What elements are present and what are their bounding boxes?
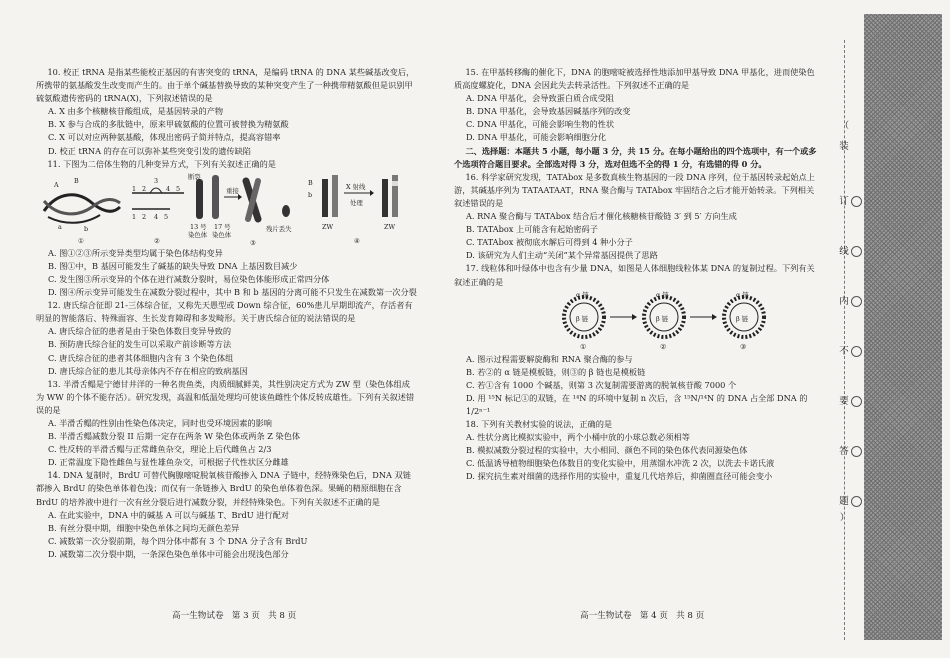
q12-option-d: D. 唐氏综合征的患儿其母亲体内不存在相应的致病基因 <box>48 365 248 376</box>
label-A: A <box>54 180 59 189</box>
q17-stem: 17. 线粒体和叶绿体中也含有少量 DNA，如图是人体细胞线粒体某 DNA 的复制过程。下列有关叙述正确的是 <box>454 263 815 287</box>
seg-2b: 2 <box>142 212 147 221</box>
binding-hole-5 <box>851 396 862 407</box>
q16-option-d: D. 该研究为人们主动“关闭”某个异常基因提供了思路 <box>466 250 658 261</box>
label-b: b <box>84 224 89 233</box>
beta-chain-label-1: β 链 <box>576 314 589 323</box>
gene-b-label: b <box>308 190 313 199</box>
q16-option-b: B. TATAbox 上可能含有起始密码子 <box>466 224 598 235</box>
q10-option-a: A. X 由多个核糖核苷酸组成，是基因转录的产物 <box>48 106 224 117</box>
alpha-chain-label-2: α 链 <box>656 290 669 299</box>
binding-hole-4 <box>851 346 862 357</box>
seg-1b: 1 <box>132 212 137 221</box>
q10-option-c: C. X 可以对应两种氨基酸，体现出密码子简并特点，提高容错率 <box>48 132 281 143</box>
q18-option-b: B. 模拟减数分裂过程的实验中，大小相同、颜色不同的染色体代表同源染色体 <box>466 445 748 456</box>
q17-option-a: A. 图示过程需要解旋酶和 RNA 聚合酶的参与 <box>466 353 633 364</box>
section-2-heading: 二、选择题：本题共 5 小题，每小题 3 分，共 15 分。在每小题给出的四个选项中，有一个或多个选项符合题目要求。全部选对得 3 分，选对但选不全的得 1 分，有选错的得 0 分。 <box>454 145 817 169</box>
zw-label-1: ZW <box>322 222 334 231</box>
figure-2-number: ② <box>154 236 160 245</box>
q14-stem: 14. DNA 复制时，BrdU 可替代胸腺嘧啶脱氧核苷酸掺入 DNA 子链中，经特殊染色后，DNA 双链都掺入 BrdU 的染色单体着色浅；而仅有一条链掺入 BrdU 的染色单体着色深。果蝇的精原细胞在含 BrdU 的培养液中进行一次有丝分裂后进行减数分裂，并经特殊染色。下列有关叙述不正确的是 <box>36 470 411 507</box>
q18-option-d: D. 探究抗生素对细菌的选择作用的实验中，重复几代培养后，抑菌圈直径可能会变小 <box>466 471 773 482</box>
q15-option-a: A. DNA 甲基化，会导致蛋白质合成受阻 <box>466 93 614 104</box>
binding-char-4: 内 <box>839 296 849 307</box>
q13-option-d: D. 正常温度下隐性雌鱼与显性雄鱼杂交，可根据子代性状区分雌雄 <box>48 457 289 468</box>
q16-option-a: A. RNA 聚合酶与 TATAbox 结合后才催化核糖核苷酸链 3′ 到 5′ 方向生成 <box>466 211 737 222</box>
rejoin-label: 重接 <box>226 186 239 195</box>
alpha-chain-label-3: α 链 <box>736 290 749 299</box>
q17-figure <box>454 289 820 353</box>
alpha-chain-label-1: α 链 <box>576 290 589 299</box>
seg-2: 2 <box>142 184 147 193</box>
binding-hole-1 <box>851 196 862 207</box>
q10-stem: 10. 校正 tRNA 是指某些能校正基因的有害突变的 tRNA，是编码 tRNA 的 DNA 某些碱基改变后，所携带的氨基酸发生改变而产生的。由于单个碱基替换导致的某种突变产生了一种携带精氨酸但是识别甲硫氨酸遗传密码的 tRNA(X)，下列叙述错误的是 <box>36 67 415 104</box>
binding-char-1: 装 <box>839 141 849 152</box>
q15-option-c: C. DNA 甲基化，可能会影响生物的性状 <box>466 119 615 130</box>
q13-stem: 13. 半滑舌鳎是宁德甘井洋的一种名贵鱼类，肉质细腻鲜美，其性别决定方式为 ZW 型（染色体组成为 WW 的个体不能存活）。研究发现，高温和低温处理均可使该鱼雌性个体反转成雄性。下列有关叙述错误的是 <box>36 378 415 415</box>
q12-option-b: B. 预防唐氏综合征的发生可以采取产前诊断等方法 <box>48 339 232 350</box>
chromosome-label-2: 染色体 <box>212 230 232 239</box>
binding-char-7: 答 <box>839 446 849 457</box>
q14-option-d: D. 减数第二次分裂中期，一条深色染色单体中可能会出现浅色部分 <box>48 548 289 559</box>
figure-3-number: ③ <box>250 238 256 247</box>
seg-5: 5 <box>176 184 181 193</box>
hatched-binding-strip <box>864 14 942 640</box>
treatment-label: 处理 <box>350 198 363 207</box>
right-page <box>432 0 822 658</box>
q11-figure <box>36 171 418 247</box>
figure-4-number: ④ <box>354 236 360 245</box>
q11-option-b: B. 图①中，B 基因可能发生了碱基的缺失导致 DNA 上基因数目减少 <box>48 260 298 271</box>
ring-2-number: ② <box>660 342 667 351</box>
binding-char-5: 不 <box>839 346 849 357</box>
figure-3 <box>188 171 304 247</box>
seg-1: 1 <box>132 184 137 193</box>
q18-option-c: C. 低温诱导植物细胞染色体数目的变化实验中，用蒸馏水冲洗 2 次，以洗去卡诺氏液 <box>466 458 775 469</box>
q12-option-c: C. 唐氏综合征的患者其体细胞内含有 3 个染色体组 <box>48 352 234 363</box>
q15-option-d: D. DNA 甲基化，可能会影响细胞分化 <box>466 132 607 143</box>
q13-option-b: B. 半滑舌鳎减数分裂 II 后期一定存在两条 W 染色体或两条 Z 染色体 <box>48 431 301 442</box>
binding-hole-6 <box>851 446 862 457</box>
figure-1 <box>40 171 124 247</box>
chromosome-label-1: 染色体 <box>188 230 208 239</box>
beta-chain-label-3: β 链 <box>736 314 749 323</box>
binding-char-2: 订 <box>839 196 849 207</box>
q14-option-a: A. 在此实验中，DNA 中的碱基 A 可以与碱基 T、BrdU 进行配对 <box>48 509 289 520</box>
q12-stem: 12. 唐氏综合征即 21-三体综合征，又称先天愚型或 Down 综合征，60%患儿早期即流产，存活者有明显的智能落后、特殊面容、生长发育障碍和多发畸形。关于唐氏综合征的说法错误的是 <box>36 300 413 324</box>
right-page-footer: 高一生物试卷 第 4 页 共 8 页 <box>580 611 705 621</box>
q16-stem: 16. 科学家研究发现，TATAbox 是多数真核生物基因的一段 DNA 序列，位于基因转录起始点上游，其碱基序列为 TATAATAAT，RNA 聚合酶与 TATAbox 牢固结合之后才能开始转录。下列相关叙述错误的是 <box>454 171 815 208</box>
q11-option-c: C. 发生图③所示变异的个体在进行减数分裂时，易位染色体能形成正常四分体 <box>48 273 330 284</box>
q18-stem: 18. 下列有关教材实验的说法，正确的是 <box>465 419 613 430</box>
q10-option-b: B. X 参与合成的多肽链中，原来甲硫氨酸的位置可被替换为精氨酸 <box>48 119 289 130</box>
ring-1-number: ① <box>580 342 587 351</box>
left-column <box>36 66 418 561</box>
label-B: B <box>74 176 79 185</box>
binding-char-6: 要 <box>839 396 849 407</box>
seg-4b: 4 <box>154 212 159 221</box>
fragment-lost-label: 残片丢失 <box>266 224 292 233</box>
q13-option-c: C. 性反转的半滑舌鳎与正常雌鱼杂交，理论上后代雌鱼占 2/3 <box>48 444 272 455</box>
gene-B-label: B <box>308 178 313 187</box>
figure-4 <box>308 171 416 247</box>
q15-option-b: B. DNA 甲基化，会导致基因碱基序列的改变 <box>466 106 631 117</box>
q16-option-c: C. TATAbox 被彻底水解后可得到 4 种小分子 <box>466 237 633 248</box>
binding-char-8: 题 <box>839 496 849 507</box>
left-page <box>0 0 430 658</box>
right-column <box>454 66 820 484</box>
xray-label: X 射线 <box>346 182 366 191</box>
binding-hole-3 <box>851 296 862 307</box>
q17-option-c: C. 若①含有 1000 个碱基，则第 3 次复制需要游离的脱氧核苷酸 7000 个 <box>466 379 737 390</box>
binding-hole-7 <box>851 496 862 507</box>
zw-label-2: ZW <box>384 222 396 231</box>
translocation-diagram <box>188 171 304 227</box>
seg-5b: 5 <box>164 212 169 221</box>
figure-2 <box>130 171 186 247</box>
binding-close-paren: ） <box>840 513 850 523</box>
q15-stem: 15. 在甲基转移酶的催化下，DNA 的胞嘧啶被选择性地添加甲基导致 DNA 甲基化，进而使染色质高度螺旋化，DNA 会因此失去转录活性。下列叙述不正确的是 <box>454 67 815 91</box>
q11-option-d: D. 图④所示变异可能发生在减数分裂过程中，其中 B 和 b 基因的分离可能不只发生在减数第一次分裂 <box>48 287 417 298</box>
binding-open-paren: （ <box>840 121 850 131</box>
q18-option-a: A. 性状分离比模拟实验中，两个小桶中放的小球总数必须相等 <box>466 432 690 443</box>
q12-option-a: A. 唐氏综合征的患者是由于染色体数目变异导致的 <box>48 326 232 337</box>
q17-option-d: D. 用 ¹⁵N 标记①的双链，在 ¹⁴N 的环境中复制 n 次后，含 ¹⁵N/¹⁴N 的 DNA 占全部 DNA 的 1/2ⁿ⁻¹ <box>466 392 808 416</box>
break-label: 断裂 <box>188 172 201 181</box>
seg-4: 4 <box>166 184 171 193</box>
seg-3: 3 <box>154 176 159 185</box>
q17-option-b: B. 若②的 α 链是模板链，则③的 β 链也是模板链 <box>466 366 646 377</box>
binding-hole-2 <box>851 246 862 257</box>
q11-option-a: A. 图①②③所示变异类型均属于染色体结构变异 <box>48 247 223 258</box>
binding-char-3: 线 <box>839 246 849 257</box>
binding-margin <box>822 0 950 658</box>
q10-option-d: D. 校正 tRNA 的存在可以弥补某些突变引发的遗传缺陷 <box>48 145 251 156</box>
q14-option-b: B. 有丝分裂中期，细胞中染色单体之间均无颜色差异 <box>48 522 240 533</box>
left-page-footer: 高一生物试卷 第 3 页 共 8 页 <box>172 611 297 621</box>
ring-3-number: ③ <box>740 342 747 351</box>
q14-option-c: C. 减数第一次分裂前期，每个四分体中都有 3 个 DNA 分子含有 BrdU <box>48 535 308 546</box>
q13-option-a: A. 半滑舌鳎的性别由性染色体决定，同时也受环境因素的影响 <box>48 417 272 428</box>
crossover-diagram <box>40 171 124 235</box>
figure-1-number: ① <box>78 236 84 245</box>
chr13-label: 13 号 <box>190 222 207 231</box>
q11-stem: 11. 下图为二倍体生物的几种变异方式，下列有关叙述正确的是 <box>47 158 276 169</box>
label-a: a <box>58 222 62 231</box>
chr17-label: 17 号 <box>214 222 231 231</box>
beta-chain-label-2: β 链 <box>656 314 669 323</box>
